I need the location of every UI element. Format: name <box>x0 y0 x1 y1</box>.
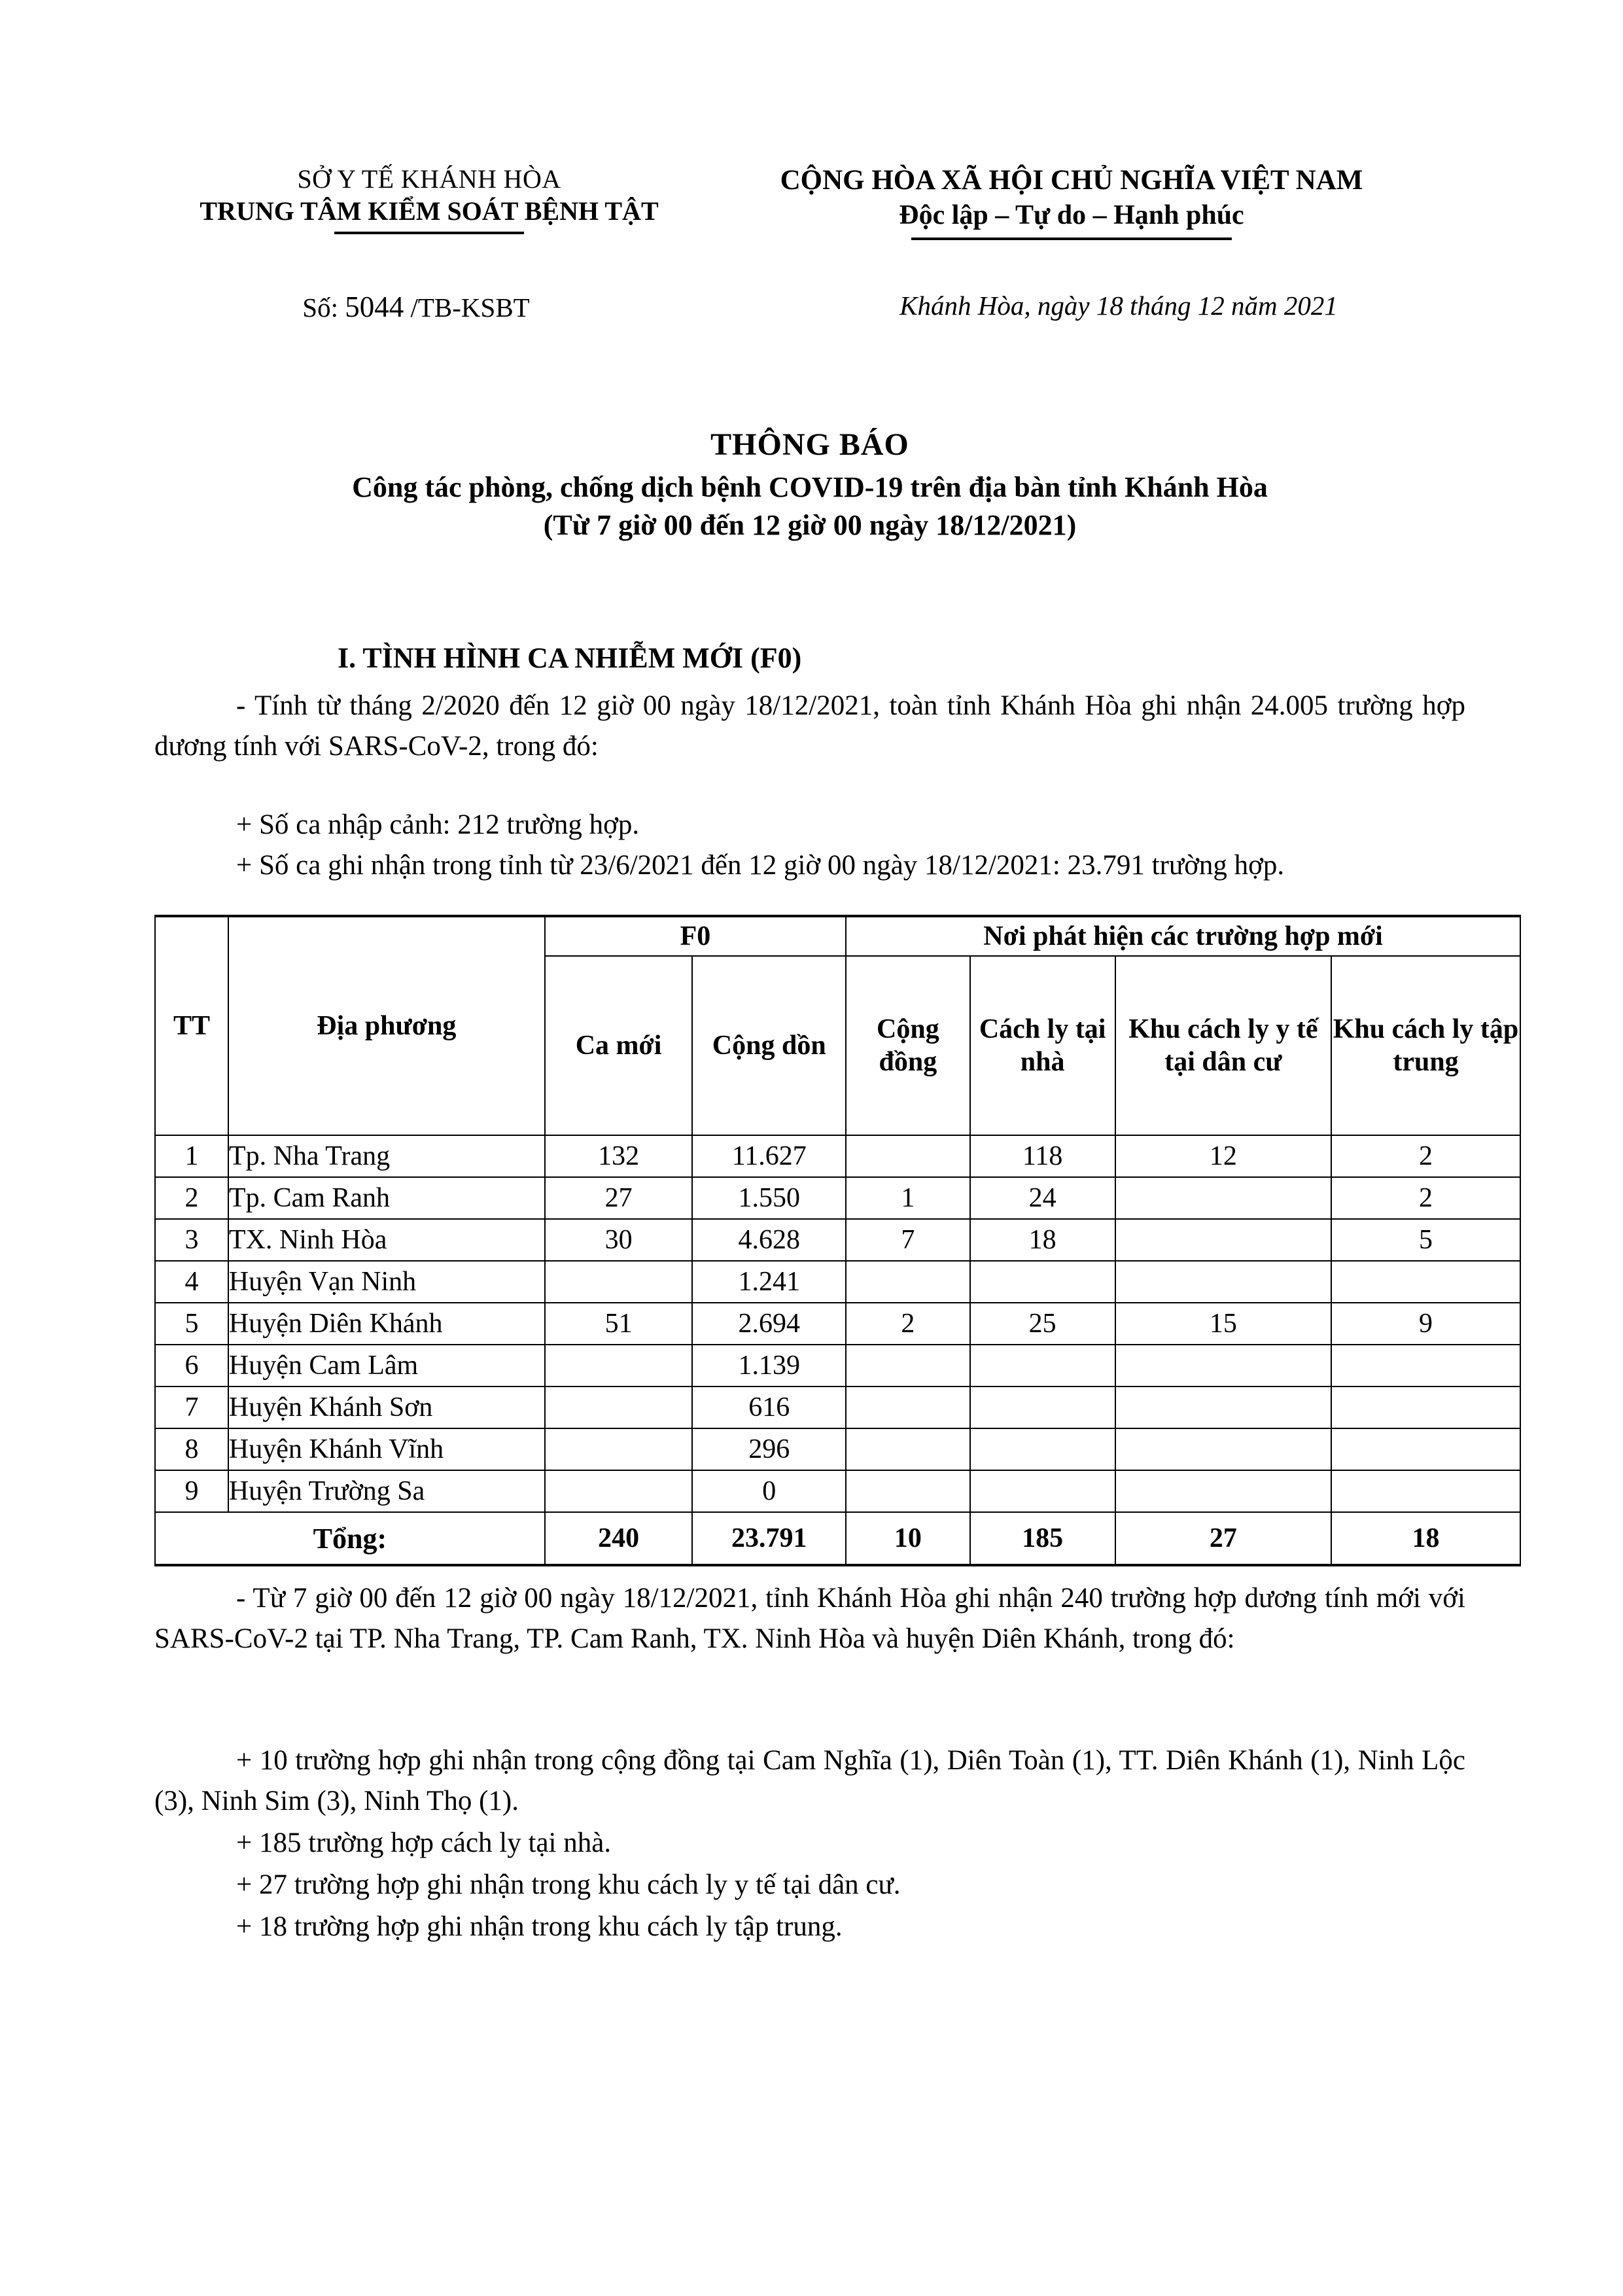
cell-central-area <box>1331 1470 1520 1512</box>
cell-central-area <box>1331 1428 1520 1470</box>
cell-new-cases <box>545 1261 693 1303</box>
col-header-medical-quarantine-area: Khu cách ly y tế tại dân cư <box>1115 956 1331 1135</box>
cell-total-central: 18 <box>1331 1512 1520 1565</box>
table-row <box>155 1386 1520 1428</box>
cell-medical-area <box>1115 1261 1331 1303</box>
cell-medical-area <box>1115 1386 1331 1428</box>
table-row <box>155 1428 1520 1470</box>
cell-medical-area <box>1115 1219 1331 1261</box>
cell-tt: 4 <box>155 1261 228 1303</box>
cell-community <box>846 1345 970 1386</box>
cell-total-cumulative: 23.791 <box>692 1512 846 1565</box>
cell-home-quarantine <box>970 1261 1115 1303</box>
cell-tt: 7 <box>155 1386 228 1428</box>
cell-new-cases: 27 <box>545 1177 693 1219</box>
title-subtitle-line1: Công tác phòng, chống dịch bệnh COVID-19 trên địa bàn tỉnh Khánh Hòa <box>352 471 1268 503</box>
table-row <box>155 1470 1520 1512</box>
cell-community: 2 <box>846 1303 970 1345</box>
cell-total-home: 185 <box>970 1512 1115 1565</box>
cell-tt: 6 <box>155 1345 228 1386</box>
bullet-central-area-cases: + 18 trường hợp ghi nhận trong khu cách ly tập trung. <box>236 1911 843 1942</box>
cell-tt: 9 <box>155 1470 228 1512</box>
cell-new-cases: 132 <box>545 1135 693 1177</box>
cell-cumulative: 0 <box>692 1470 846 1512</box>
national-motto-block <box>678 164 1465 240</box>
letterhead <box>154 164 1465 240</box>
national-motto: Độc lập – Tự do – Hạnh phúc <box>899 200 1244 231</box>
cell-home-quarantine: 25 <box>970 1303 1115 1345</box>
cell-new-cases <box>545 1470 693 1512</box>
cell-new-cases: 51 <box>545 1303 693 1345</box>
cell-medical-area <box>1115 1470 1331 1512</box>
cell-community <box>846 1428 970 1470</box>
cell-community <box>846 1261 970 1303</box>
document-number-suffix: /TB-KSBT <box>410 292 530 323</box>
cell-cumulative: 1.139 <box>692 1345 846 1386</box>
table-header <box>155 916 1520 1135</box>
document-number-value: 5044 <box>345 291 404 323</box>
cell-central-area: 2 <box>1331 1177 1520 1219</box>
cell-locality: Huyện Vạn Ninh <box>228 1261 545 1303</box>
cell-central-area <box>1331 1345 1520 1386</box>
col-group-detection-place: Nơi phát hiện các trường hợp mới <box>846 916 1520 956</box>
cell-medical-area <box>1115 1428 1331 1470</box>
title-subtitle-line2: (Từ 7 giờ 00 đến 12 giờ 00 ngày 18/12/2021) <box>543 509 1077 542</box>
table-body <box>155 1135 1520 1565</box>
cell-home-quarantine: 118 <box>970 1135 1115 1177</box>
table-row <box>155 1303 1520 1345</box>
cell-home-quarantine: 24 <box>970 1177 1115 1219</box>
document-number-prefix: Số: <box>302 292 338 323</box>
cell-new-cases: 30 <box>545 1219 693 1261</box>
cell-home-quarantine: 18 <box>970 1219 1115 1261</box>
table-row <box>155 1219 1520 1261</box>
cell-cumulative: 11.627 <box>692 1135 846 1177</box>
cell-tt: 2 <box>155 1177 228 1219</box>
cell-home-quarantine <box>970 1470 1115 1512</box>
cell-community <box>846 1470 970 1512</box>
cell-locality: TX. Ninh Hòa <box>228 1219 545 1261</box>
cell-locality: Huyện Cam Lâm <box>228 1345 545 1386</box>
document-title-block <box>154 425 1465 544</box>
cell-locality: Tp. Nha Trang <box>228 1135 545 1177</box>
page-title: THÔNG BÁO <box>710 427 909 462</box>
col-header-cumulative: Cộng dồn <box>692 956 846 1135</box>
cell-cumulative: 296 <box>692 1428 846 1470</box>
table-row <box>155 1345 1520 1386</box>
cell-central-area <box>1331 1386 1520 1428</box>
cell-community: 7 <box>846 1219 970 1261</box>
cell-locality: Tp. Cam Ranh <box>228 1177 545 1219</box>
col-group-f0: F0 <box>545 916 846 956</box>
cell-locality: Huyện Khánh Vĩnh <box>228 1428 545 1470</box>
cell-tt: 5 <box>155 1303 228 1345</box>
cell-cumulative: 4.628 <box>692 1219 846 1261</box>
cell-locality: Huyện Diên Khánh <box>228 1303 545 1345</box>
cell-locality: Huyện Khánh Sơn <box>228 1386 545 1428</box>
cell-home-quarantine <box>970 1428 1115 1470</box>
cell-new-cases <box>545 1386 693 1428</box>
cell-central-area <box>1331 1261 1520 1303</box>
center-name: TRUNG TÂM KIỂM SOÁT BỆNH TẬT <box>200 196 659 226</box>
document-number <box>154 290 678 324</box>
col-header-locality: Địa phương <box>228 916 545 1135</box>
cell-medical-area <box>1115 1345 1331 1386</box>
covid-cases-table <box>154 915 1521 1566</box>
col-header-home-quarantine: Cách ly tại nhà <box>970 956 1115 1135</box>
letterhead-divider-right <box>911 238 1232 240</box>
cell-cumulative: 1.241 <box>692 1261 846 1303</box>
cell-cumulative: 616 <box>692 1386 846 1428</box>
table-row <box>155 1135 1520 1177</box>
table-row <box>155 1177 1520 1219</box>
col-header-tt: TT <box>155 916 228 1135</box>
place-and-date: Khánh Hòa, ngày 18 tháng 12 năm 2021 <box>899 291 1338 321</box>
cell-community <box>846 1386 970 1428</box>
cell-tt: 8 <box>155 1428 228 1470</box>
paragraph-new-cases-summary: - Từ 7 giờ 00 đến 12 giờ 00 ngày 18/12/2021, tỉnh Khánh Hòa ghi nhận 240 trường hợp dương tính mới với SARS-CoV-2 tại TP. Nha Trang, TP. Cam Ranh, TX. Ninh Hòa và huyện Diên Khánh, trong đó: <box>154 1583 1465 1654</box>
col-header-new-cases: Ca mới <box>545 956 693 1135</box>
paragraph-imported-cases: + Số ca nhập cảnh: 212 trường hợp. <box>236 809 640 840</box>
cell-tt: 3 <box>155 1219 228 1261</box>
table-header-group-row <box>155 916 1520 956</box>
cell-medical-area <box>1115 1177 1331 1219</box>
paragraph-total-cases: - Tính từ tháng 2/2020 đến 12 giờ 00 ngày 18/12/2021, toàn tỉnh Khánh Hòa ghi nhận 24.005 trường hợp dương tính với SARS-CoV-2, trong đó: <box>154 690 1465 762</box>
issuing-authority-block <box>154 164 678 234</box>
department-name: SỞ Y TẾ KHÁNH HÒA <box>297 164 561 194</box>
cell-new-cases <box>545 1428 693 1470</box>
col-header-central-quarantine-area: Khu cách ly tập trung <box>1331 956 1520 1135</box>
cell-new-cases <box>545 1345 693 1386</box>
cell-medical-area: 12 <box>1115 1135 1331 1177</box>
bullet-medical-area-cases: + 27 trường hợp ghi nhận trong khu cách ly y tế tại dân cư. <box>236 1869 901 1900</box>
cell-total-community: 10 <box>846 1512 970 1565</box>
table-total-row <box>155 1512 1520 1565</box>
bullet-community-cases: + 10 trường hợp ghi nhận trong cộng đồng tại Cam Nghĩa (1), Diên Toàn (1), TT. Diên Khánh (1), Ninh Lộc (3), Ninh Sim (3), Ninh Thọ (1). <box>154 1745 1465 1816</box>
cell-community <box>846 1135 970 1177</box>
cell-medical-area: 15 <box>1115 1303 1331 1345</box>
col-header-community: Cộng đồng <box>846 956 970 1135</box>
table-row <box>155 1261 1520 1303</box>
cell-total-label: Tổng: <box>155 1512 545 1565</box>
cell-home-quarantine <box>970 1345 1115 1386</box>
cell-central-area: 9 <box>1331 1303 1520 1345</box>
section-heading-i: I. TÌNH HÌNH CA NHIỄM MỚI (F0) <box>338 642 802 674</box>
bullet-home-quarantine-cases: + 185 trường hợp cách ly tại nhà. <box>236 1828 612 1858</box>
cell-central-area: 5 <box>1331 1219 1520 1261</box>
cell-locality: Huyện Trường Sa <box>228 1470 545 1512</box>
paragraph-domestic-cases: + Số ca ghi nhận trong tỉnh từ 23/6/2021 đến 12 giờ 00 ngày 18/12/2021: 23.791 trường hợp. <box>236 850 1285 881</box>
cell-central-area: 2 <box>1331 1135 1520 1177</box>
country-name: CỘNG HÒA XÃ HỘI CHỦ NGHĨA VIỆT NAM <box>780 165 1363 196</box>
letterhead-divider-left <box>334 232 524 234</box>
cell-home-quarantine <box>970 1386 1115 1428</box>
cell-cumulative: 1.550 <box>692 1177 846 1219</box>
cell-tt: 1 <box>155 1135 228 1177</box>
cell-total-new: 240 <box>545 1512 693 1565</box>
cell-community: 1 <box>846 1177 970 1219</box>
cell-cumulative: 2.694 <box>692 1303 846 1345</box>
cell-total-medical: 27 <box>1115 1512 1331 1565</box>
